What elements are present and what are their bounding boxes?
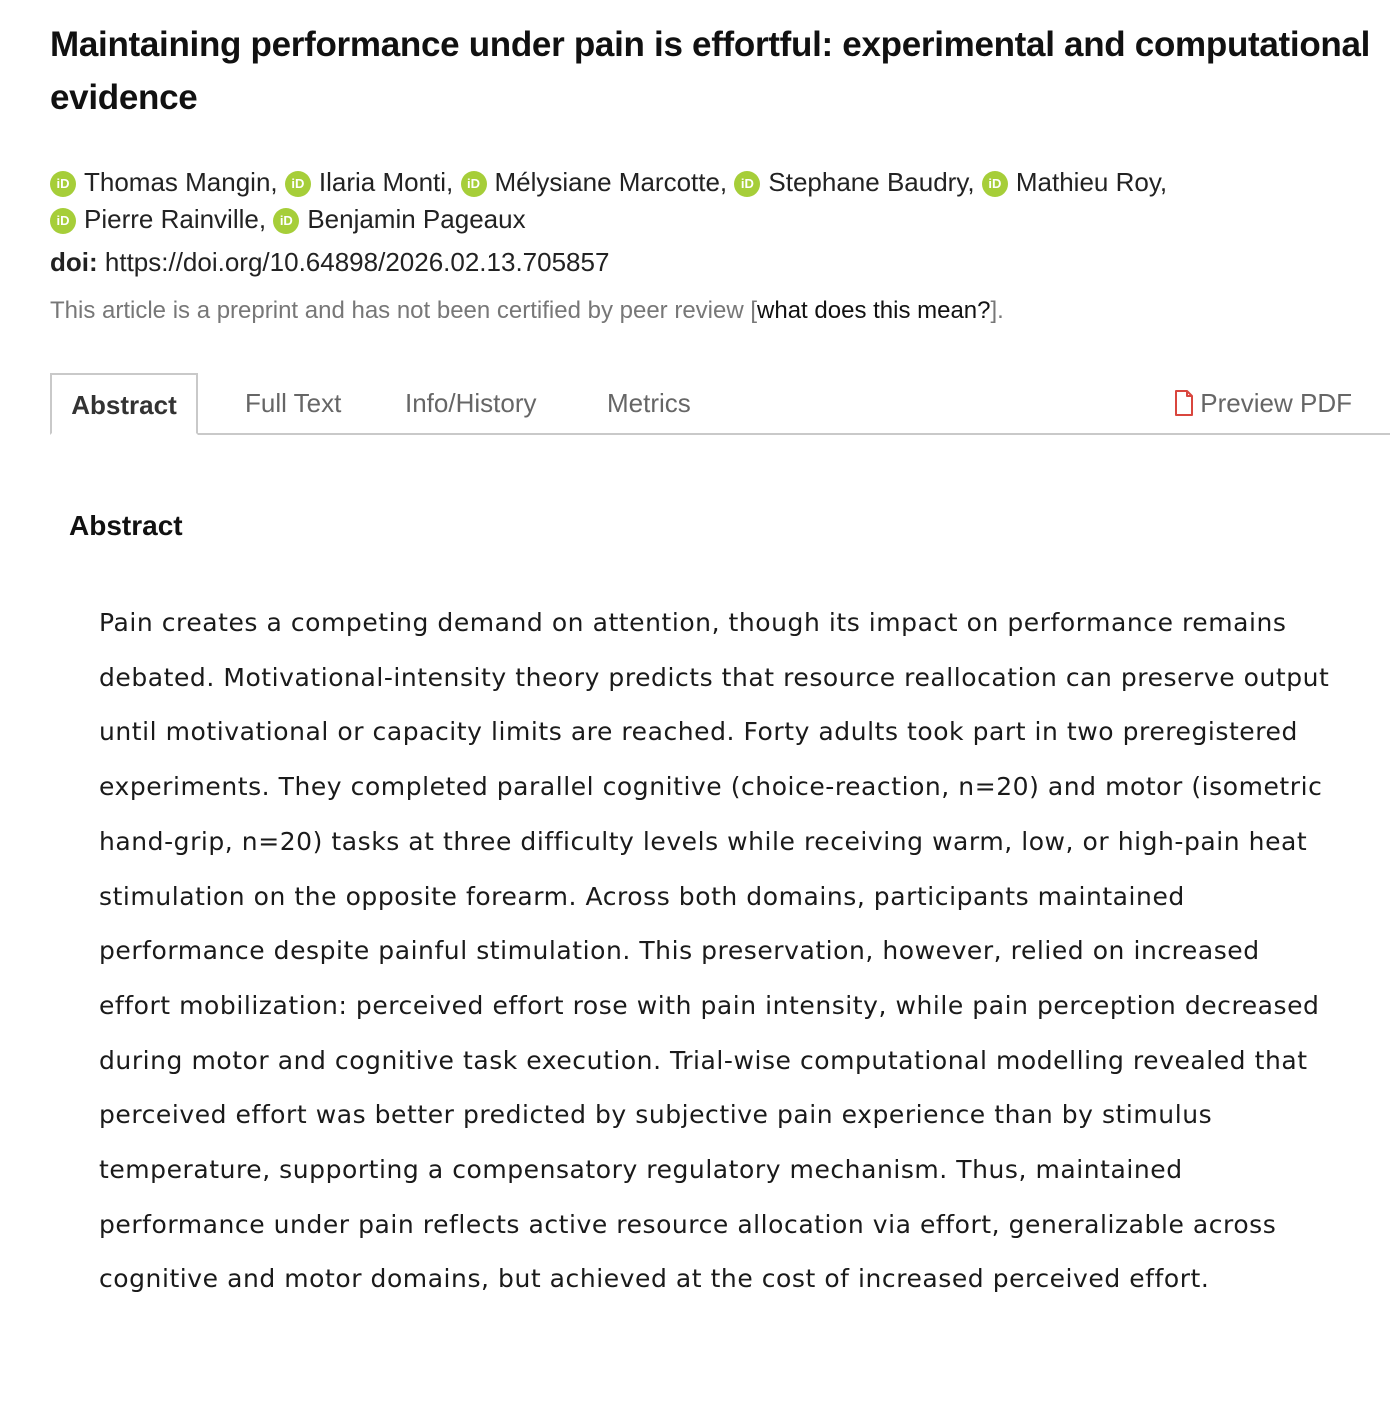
article-tabs — [50, 373, 1390, 435]
author-item[interactable] — [461, 167, 728, 197]
abstract-text: Pain creates a competing demand on attention, though its impact on performance remains debated. Motivational-intensity theory predicts that resource reallocation can preserve output until motivational or capacity limits are reached. Forty adults took part in two preregistered experiments. They completed parallel cognitive (choice-reaction, n=20) and motor (isometric hand-grip, n=20) tasks at three difficulty levels while receiving warm, low, or high-pain heat stimulation on the opposite forearm. Across both domains, participants maintained performance despite painful stimulation. This preservation, however, relied on increased effort mobilization: perceived effort rose with pain intensity, while pain perception decreased during motor and cognitive task execution. Trial-wise computational modelling revealed that perceived effort was better predicted by subjective pain experience than by stimulus temperature, supporting a compensatory regulatory mechanism. Thus, maintained performance under pain reflects active resource allocation via effort, generalizable across cognitive and motor domains, but achieved at the cost of increased perceived effort. — [99, 608, 1330, 1294]
doi-link[interactable]: https://doi.org/10.64898/2026.02.13.705857 — [104, 247, 610, 277]
author-name[interactable]: Pierre Rainville, — [84, 204, 267, 234]
doi-line — [50, 244, 1390, 280]
tab-info-history[interactable]: Info/History — [405, 388, 537, 418]
tab-full-text[interactable]: Full Text — [245, 388, 342, 418]
orcid-icon[interactable]: iD — [982, 171, 1008, 197]
article-page — [50, 18, 1390, 1294]
preprint-notice — [50, 294, 1390, 328]
author-item[interactable] — [734, 167, 974, 197]
author-name[interactable]: Benjamin Pageaux — [307, 204, 526, 234]
author-list — [50, 164, 1290, 238]
author-item[interactable] — [982, 167, 1167, 197]
what-does-this-mean-link[interactable]: what does this mean? — [757, 297, 991, 324]
author-name[interactable]: Ilaria Monti, — [318, 167, 454, 197]
orcid-icon[interactable]: iD — [273, 208, 299, 234]
orcid-icon[interactable]: iD — [50, 171, 76, 197]
preprint-notice-end: ]. — [990, 297, 1004, 324]
orcid-icon[interactable]: iD — [734, 171, 760, 197]
author-item[interactable] — [50, 167, 278, 197]
author-name[interactable]: Mélysiane Marcotte, — [494, 167, 728, 197]
orcid-icon[interactable]: iD — [285, 171, 311, 197]
tab-abstract[interactable]: Abstract — [50, 373, 198, 435]
preprint-notice-text: This article is a preprint and has not been certified by peer review [ — [50, 297, 758, 324]
author-item[interactable] — [50, 204, 266, 234]
orcid-icon[interactable]: iD — [461, 171, 487, 197]
tab-metrics[interactable]: Metrics — [607, 388, 691, 418]
author-name[interactable]: Mathieu Roy, — [1015, 167, 1168, 197]
author-item[interactable] — [285, 167, 453, 197]
abstract-heading: Abstract — [69, 510, 183, 541]
article-title: Maintaining performance under pain is effortful: experimental and computational evidence — [50, 25, 1371, 117]
doi-label: doi: — [50, 247, 98, 277]
author-name[interactable]: Thomas Mangin, — [84, 167, 278, 197]
preview-pdf-label[interactable]: Preview PDF — [1200, 388, 1352, 418]
author-item[interactable] — [273, 204, 525, 234]
orcid-icon[interactable]: iD — [50, 208, 76, 234]
author-name[interactable]: Stephane Baudry, — [768, 167, 975, 197]
pdf-file-icon — [1174, 377, 1194, 437]
preview-pdf-button[interactable] — [1174, 373, 1352, 431]
